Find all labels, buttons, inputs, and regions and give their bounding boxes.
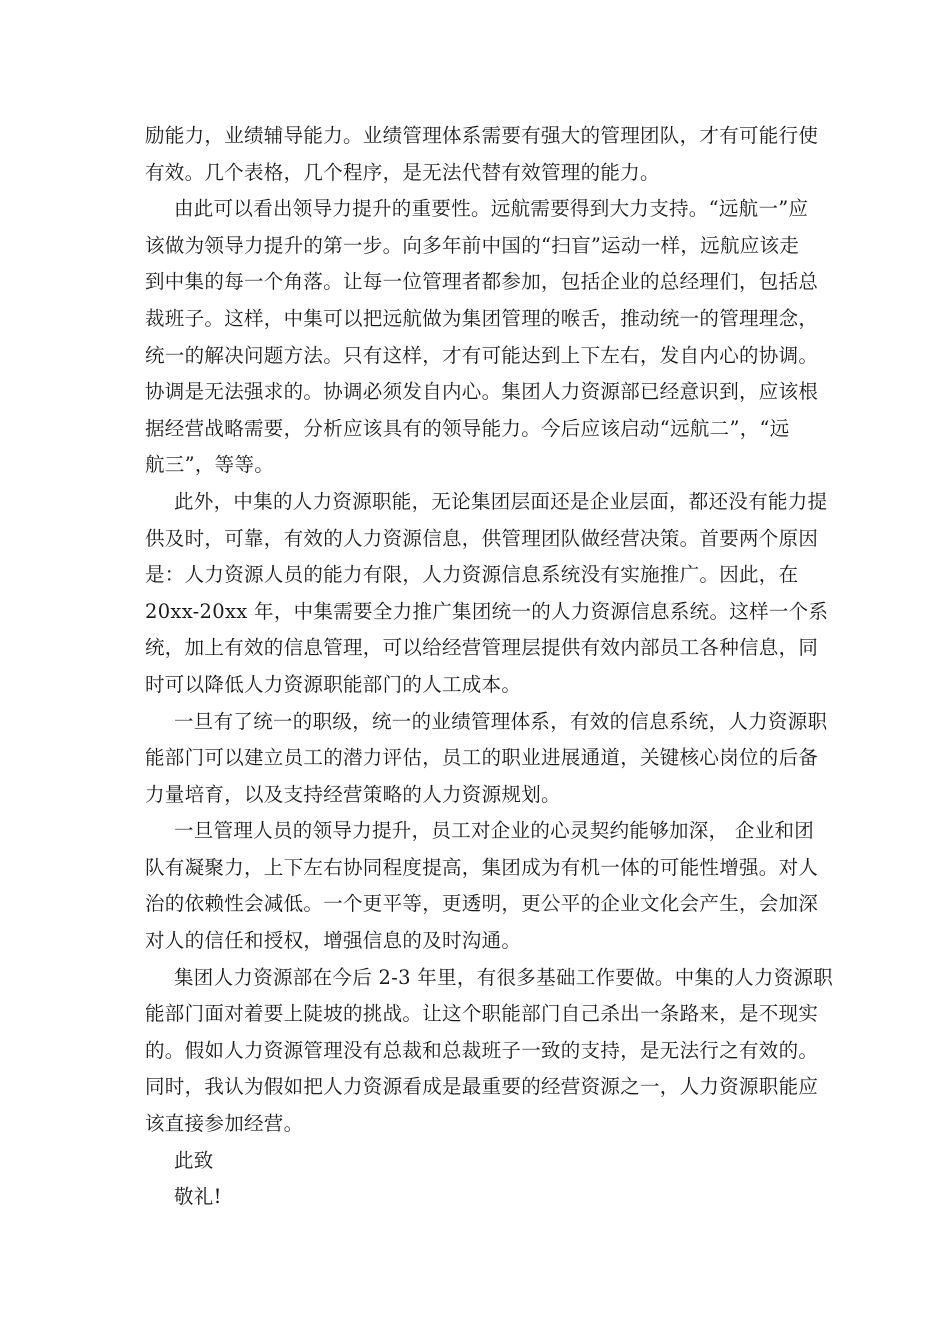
text-line: 供及时，可靠，有效的人力资源信息，供管理团队做经营决策。首要两个原因 (145, 526, 819, 550)
text-line: 力量培育，以及支持经营策略的人力资源规划。 (145, 782, 561, 806)
text-line: 治的依赖性会减低。一个更平等，更透明，更公平的企业文化会产生，会加深 (145, 892, 819, 916)
text-line: 能部门可以建立员工的潜力评估，员工的职业进展通道，关键核心岗位的后备 (145, 746, 819, 770)
text-line: 时可以降低人力资源职能部门的人工成本。 (145, 672, 522, 696)
text-line: 集团人力资源部在今后 2-3 年里，有很多基础工作要做。中集的人力资源职 (174, 965, 834, 989)
text-line: 同时，我认为假如把人力资源看成是最重要的经营资源之一，人力资源职能应 (145, 1075, 819, 1099)
text-line: 航三”，等等。 (145, 453, 275, 477)
text-line: 一旦有了统一的职级，统一的业绩管理体系，有效的信息系统，人力资源职 (174, 709, 828, 733)
text-line: 统，加上有效的信息管理，可以给经营管理层提供有效内部员工各种信息，同 (145, 636, 819, 660)
text-line: 队有凝聚力，上下左右协同程度提高，集团成为有机一体的可能性增强。对人 (145, 855, 819, 879)
text-line: 一旦管理人员的领导力提升，员工对企业的心灵契约能够加深， 企业和团 (174, 819, 815, 843)
text-line: 励能力，业绩辅导能力。业绩管理体系需要有强大的管理团队，才有可能行使 (145, 124, 819, 147)
text-line: 到中集的每一个角落。让每一位管理者都参加，包括企业的总经理们，包括总 (145, 270, 819, 294)
text-line: 该做为领导力提升的第一步。向多年前中国的“扫盲”运动一样，远航应该走 (145, 233, 800, 257)
text-line: 能部门面对着要上陡坡的挑战。让这个职能部门自己杀出一条路来，是不现实 (145, 1002, 819, 1026)
text-line: 该直接参加经营。 (145, 1112, 304, 1136)
text-line: 有效。几个表格，几个程序，是无法代替有效管理的能力。 (145, 160, 660, 184)
text-line: 20xx-20xx 年，中集需要全力推广集团统一的人力资源信息系统。这样一个系 (145, 599, 829, 623)
text-line: 裁班子。这样，中集可以把远航做为集团管理的喉舌，推动统一的管理理念， (145, 306, 819, 330)
text-line: 的。假如人力资源管理没有总裁和总裁班子一致的支持，是无法行之有效的。 (145, 1038, 819, 1062)
text-line: 此外，中集的人力资源职能，无论集团层面还是企业层面，都还没有能力提 (174, 489, 828, 513)
text-line: 由此可以看出领导力提升的重要性。远航需要得到大力支持。“远航一”应 (174, 197, 809, 221)
text-line: 对人的信任和授权，增强信息的及时沟通。 (145, 929, 522, 953)
text-line: 统一的解决问题方法。只有这样，才有可能达到上下左右，发自内心的协调。 (145, 343, 819, 367)
letter-body (145, 118, 834, 1216)
text-line: 是：人力资源人员的能力有限，人力资源信息系统没有实施推广。因此，在 (145, 563, 799, 587)
text-line: 协调是无法强求的。协调必须发自内心。集团人力资源部已经意识到，应该根 (145, 380, 819, 404)
text-line: 敬礼! (174, 1185, 222, 1209)
text-line: 据经营战略需要，分析应该具有的领导能力。今后应该启动“远航二”，“远 (145, 416, 790, 440)
text-line: 此致 (174, 1148, 214, 1172)
